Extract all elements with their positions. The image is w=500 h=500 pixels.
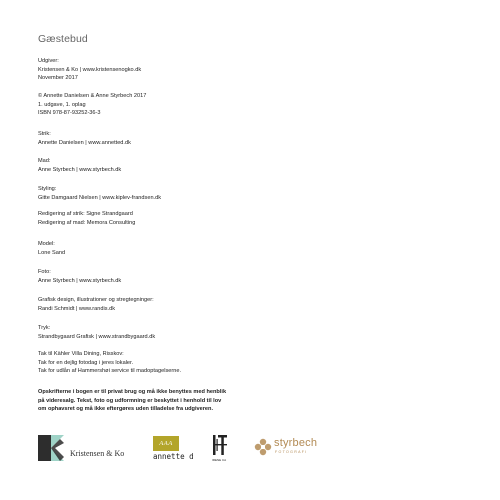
thanks-line: Tak for en dejlig fotodag i jeres lokaler.	[38, 359, 134, 366]
model-label: Model:	[38, 241, 55, 247]
copyright-line: © Annette Danielsen & Anne Styrbech 2017	[38, 93, 147, 99]
photo-value: Anne Styrbech | www.styrbech.dk	[38, 277, 122, 284]
thanks-line: Tak til Kähler Villa Dining, Risskov:	[38, 351, 124, 357]
design-credit	[38, 296, 154, 313]
thanks-block	[38, 350, 181, 376]
design-value: Randi Schmidt | www.randis.dk	[38, 305, 115, 312]
photo-credit	[38, 268, 121, 285]
it-logo-subtitle: IRENE CA	[212, 458, 227, 462]
annette-d-logo-mark	[153, 436, 179, 451]
annette-d-logo-mark-text: AAA	[159, 440, 173, 447]
publisher-label: Udgiver:	[38, 58, 59, 64]
print-label: Tryk:	[38, 325, 51, 331]
model-credit	[38, 240, 65, 257]
copyright-block	[38, 92, 146, 118]
print-value: Strandbygaard Grafisk | www.strandbygaard.dk	[38, 333, 156, 340]
logo-row	[0, 428, 500, 468]
notice-line: Opskrifterne i bogen er til privat brug og må ikke benyttes med henblik	[38, 389, 227, 395]
print-credit	[38, 324, 155, 341]
publisher-date: November 2017	[38, 75, 78, 82]
it-logo-mark	[212, 433, 228, 457]
annette-d-logo-text: annette d	[153, 452, 194, 461]
styling-credit	[38, 185, 161, 202]
photo-label: Foto:	[38, 269, 51, 275]
styrbech-logo-subtitle: FOTOGRAFI	[275, 450, 308, 454]
knit-value: Annette Danielsen | www.annetted.dk	[38, 139, 131, 146]
design-label: Grafisk design, illustrationer og stregtegninger:	[38, 297, 154, 303]
model-value: Lone Sand	[38, 249, 66, 256]
knit-credit	[38, 130, 131, 147]
copyright-notice	[38, 388, 226, 414]
kristensen-ko-logo-mark	[38, 435, 64, 461]
knit-label: Strik:	[38, 131, 51, 137]
editing-knit: Redigering af strik: Signe Strandgaard	[38, 211, 133, 217]
page-title: Gæstebud	[38, 33, 88, 45]
food-credit	[38, 157, 121, 174]
styrbech-logo-text: styrbech	[274, 437, 318, 449]
styling-label: Styling:	[38, 186, 57, 192]
styrbech-logo-mark	[254, 438, 272, 456]
food-value: Anne Styrbech | www.styrbech.dk	[38, 166, 122, 173]
notice-line: om ophavsret og må ikke eftergøres uden tilladelse fra udgiveren.	[38, 406, 214, 413]
edition-line: 1. udgave, 1. oplag	[38, 101, 86, 108]
styling-value: Gitte Damgaard Nielsen | www.kiplev-frandsen.dk	[38, 194, 162, 201]
editing-food: Redigering af mad: Memora Consulting	[38, 219, 136, 226]
notice-line: på videresalg. Tekst, foto og udformning er beskyttet i henhold til lov	[38, 397, 222, 404]
thanks-line: Tak for udlån af Hammershøi service til madoptagelserne.	[38, 368, 182, 375]
editing-credit	[38, 210, 135, 227]
publisher-line: Kristensen & Ko | www.kristensenogko.dk	[38, 66, 142, 73]
publisher-block	[38, 57, 141, 83]
kristensen-ko-logo-text: Kristensen & Ko	[70, 449, 125, 458]
food-label: Mad:	[38, 158, 51, 164]
isbn-line: ISBN 978-87-93252-36-3	[38, 110, 101, 117]
